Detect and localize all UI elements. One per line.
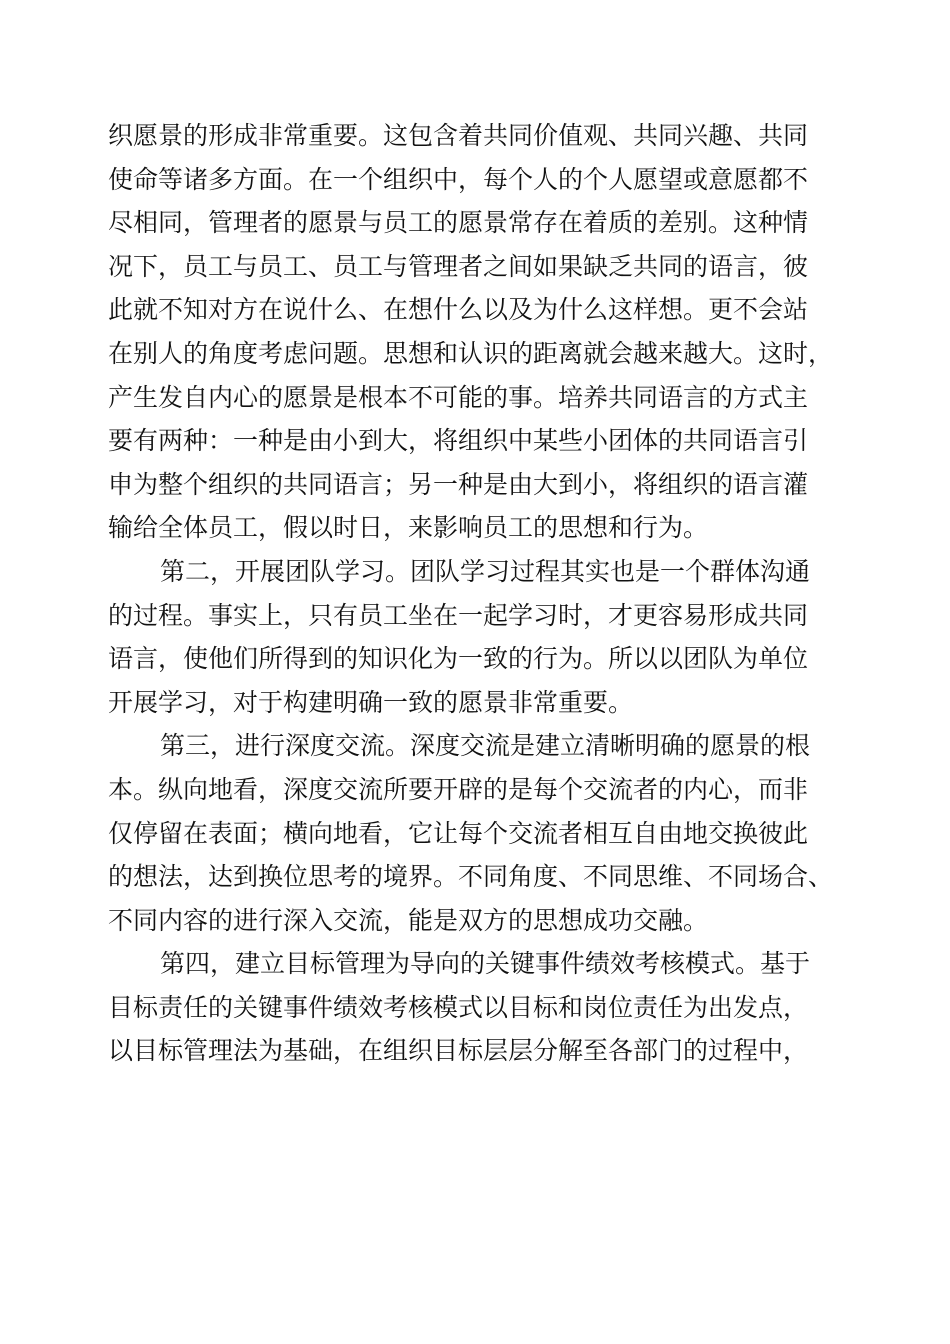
text-line: 产生发自内心的愿景是根本不可能的事。培养共同语言的方式主 — [108, 382, 809, 412]
text-line: 此就不知对方在说什么、在想什么以及为什么这样想。更不会站 — [108, 295, 809, 325]
paragraph-start-line: 第四，建立目标管理为导向的关键事件绩效考核模式。基于 — [160, 949, 811, 979]
text-line: 以目标管理法为基础，在组织目标层层分解至各部门的过程中， — [108, 1036, 809, 1066]
text-line: 的过程。事实上，只有员工坐在一起学习时，才更容易形成共同 — [108, 600, 809, 630]
text-line: 申为整个组织的共同语言；另一种是由大到小，将组织的语言灌 — [108, 469, 809, 499]
text-line: 开展学习，对于构建明确一致的愿景非常重要。 — [108, 687, 634, 717]
text-line: 输给全体员工，假以时日，来影响员工的思想和行为。 — [108, 513, 709, 543]
text-line: 的想法，达到换位思考的境界。不同角度、不同思维、不同场合、 — [108, 862, 834, 892]
text-line: 使命等诸多方面。在一个组织中，每个人的个人愿望或意愿都不 — [108, 164, 809, 194]
text-line: 目标责任的关键事件绩效考核模式以目标和岗位责任为出发点， — [108, 992, 809, 1022]
text-line: 本。纵向地看，深度交流所要开辟的是每个交流者的内心，而非 — [108, 774, 809, 804]
text-line: 语言，使他们所得到的知识化为一致的行为。所以以团队为单位 — [108, 644, 809, 674]
text-line: 不同内容的进行深入交流，能是双方的思想成功交融。 — [108, 905, 709, 935]
paragraph-start-line: 第二，开展团队学习。团队学习过程其实也是一个群体沟通 — [160, 556, 811, 586]
text-line: 仅停留在表面；横向地看，它让每个交流者相互自由地交换彼此 — [108, 818, 809, 848]
text-line: 织愿景的形成非常重要。这包含着共同价值观、共同兴趣、共同 — [108, 121, 809, 150]
text-line: 要有两种：一种是由小到大，将组织中某些小团体的共同语言引 — [108, 426, 809, 456]
text-line: 况下，员工与员工、员工与管理者之间如果缺乏共同的语言，彼 — [108, 251, 809, 281]
paragraph-start-line: 第三，进行深度交流。深度交流是建立清晰明确的愿景的根 — [160, 731, 811, 761]
body-text — [108, 114, 868, 1073]
text-line: 在别人的角度考虑问题。思想和认识的距离就会越来越大。这时， — [108, 338, 834, 368]
text-line: 尽相同，管理者的愿景与员工的愿景常存在着质的差别。这种情 — [108, 208, 809, 238]
